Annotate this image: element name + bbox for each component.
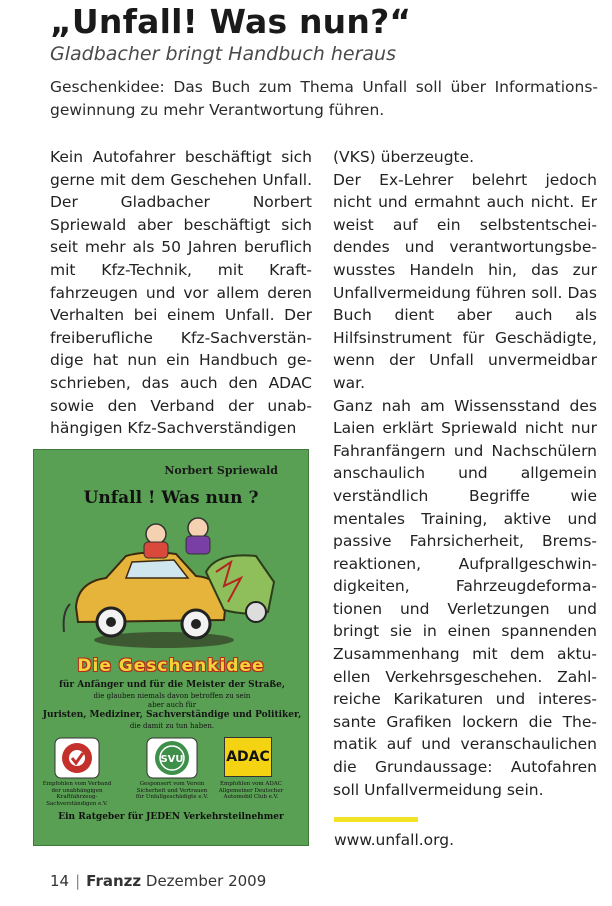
cover-text-line: die glauben niemals davon betroffen zu sein <box>93 692 251 700</box>
body-paragraph: (VKS) überzeugte. <box>333 148 475 166</box>
svu-seal-label: SVU <box>160 754 184 765</box>
page-number: 14 <box>50 872 70 890</box>
seal-caption: Empfohlen vom ADAC Allgemeiner Deutscher Automobil Club e.V. <box>218 781 284 800</box>
cover-text-line: die damit zu tun haben. <box>129 722 215 730</box>
vks-seal-icon <box>54 737 100 779</box>
cover-slogan: Die Geschenkidee <box>77 656 265 676</box>
body-paragraph: Ganz nah am Wissensstand des Laien erklärt Spriewald nicht nur Fahranfängern und Nachschülern anschaulich und allgemein verständlich Begriffe wie mentales Training, aktive und passive Fahrsicherheit, Bremsreaktionen, Aufprallgeschwindigkeiten, Fahrzeugdeformationen und Verletzungen und bringt sie in einen spannenden Zusammenhang mit dem aktuellen Verkehrsgeschehen. Zahlreiche Karikaturen und interessante Grafiken lockern die Thematik auf und veranschaulichen die Grundaussage: Autofahren soll Unfallvermeidung sein. <box>333 396 597 799</box>
svu-seal-icon <box>146 737 198 779</box>
lead-paragraph: Geschenkidee: Das Buch zum Thema Unfall soll über Informationsgewinnung zu mehr Verantwortung führen. <box>50 78 598 119</box>
car-crash-illustration <box>56 512 284 652</box>
body-paragraph: Der Ex-Lehrer belehrt jedoch nicht und ermahnt auch nicht. Er weist auf ein selbstentscheidendes und verantwortungsbewusstes Handeln hin, das zur Unfallvermeidung führen soll. Das Buch dient aber auch als Hilfsinstrument für Geschädigte, wenn der Unfall unvermeidbar war. <box>333 170 597 392</box>
cover-author: Norbert Spriewald <box>164 464 278 477</box>
accent-bar <box>334 817 418 822</box>
cover-text-line: aber auch für <box>147 701 197 709</box>
headline: „Unfall! Was nun?“ <box>50 2 412 41</box>
subheadline: Gladbacher bringt Handbuch heraus <box>50 43 396 65</box>
seal-caption: Empfohlen vom Verband der unabhängigen Kraftfahrzeug-Sachverständigen e.V. <box>42 781 112 807</box>
cover-text-line: Juristen, Mediziner, Sachverständige und Politiker, <box>42 710 302 720</box>
website-link[interactable]: www.unfall.org. <box>334 831 455 849</box>
cover-footer: Ein Ratgeber für JEDEN Verkehrsteilnehmer <box>58 812 284 822</box>
seal-caption: Gesponsert vom Verein Sicherheit und Vertrauen für Unfallgeschädigte e.V. <box>135 781 209 800</box>
article-column-1 <box>50 146 312 440</box>
adac-seal-icon: ADAC <box>224 737 272 777</box>
body-paragraph: Kein Autofahrer beschäftigt sich gerne mit dem Geschehen Unfall. Der Gladbacher Norbert Spriewald aber beschäftigt sich seit mehr als 50 Jahren beruflich mit Kfz-Technik, mit Kraftfahrzeugen und vor allem deren Verhalten bei einem Unfall. Der freiberufliche Kfz-Sachverständige hat nun ein Handbuch geschrieben, das auch den ADAC sowie den Verband der unabhängigen Kfz-Sachverständigen <box>50 148 312 438</box>
footer-separator: | <box>75 872 81 890</box>
page-footer <box>50 872 266 890</box>
book-cover <box>33 449 309 846</box>
article-column-2 <box>333 146 597 801</box>
cover-text-line: für Anfänger und für die Meister der Straße, <box>58 680 286 690</box>
cover-title: Unfall ! Was nun ? <box>83 488 259 508</box>
issue-date: Dezember 2009 <box>145 872 267 890</box>
magazine-name: Franzz <box>86 872 142 890</box>
